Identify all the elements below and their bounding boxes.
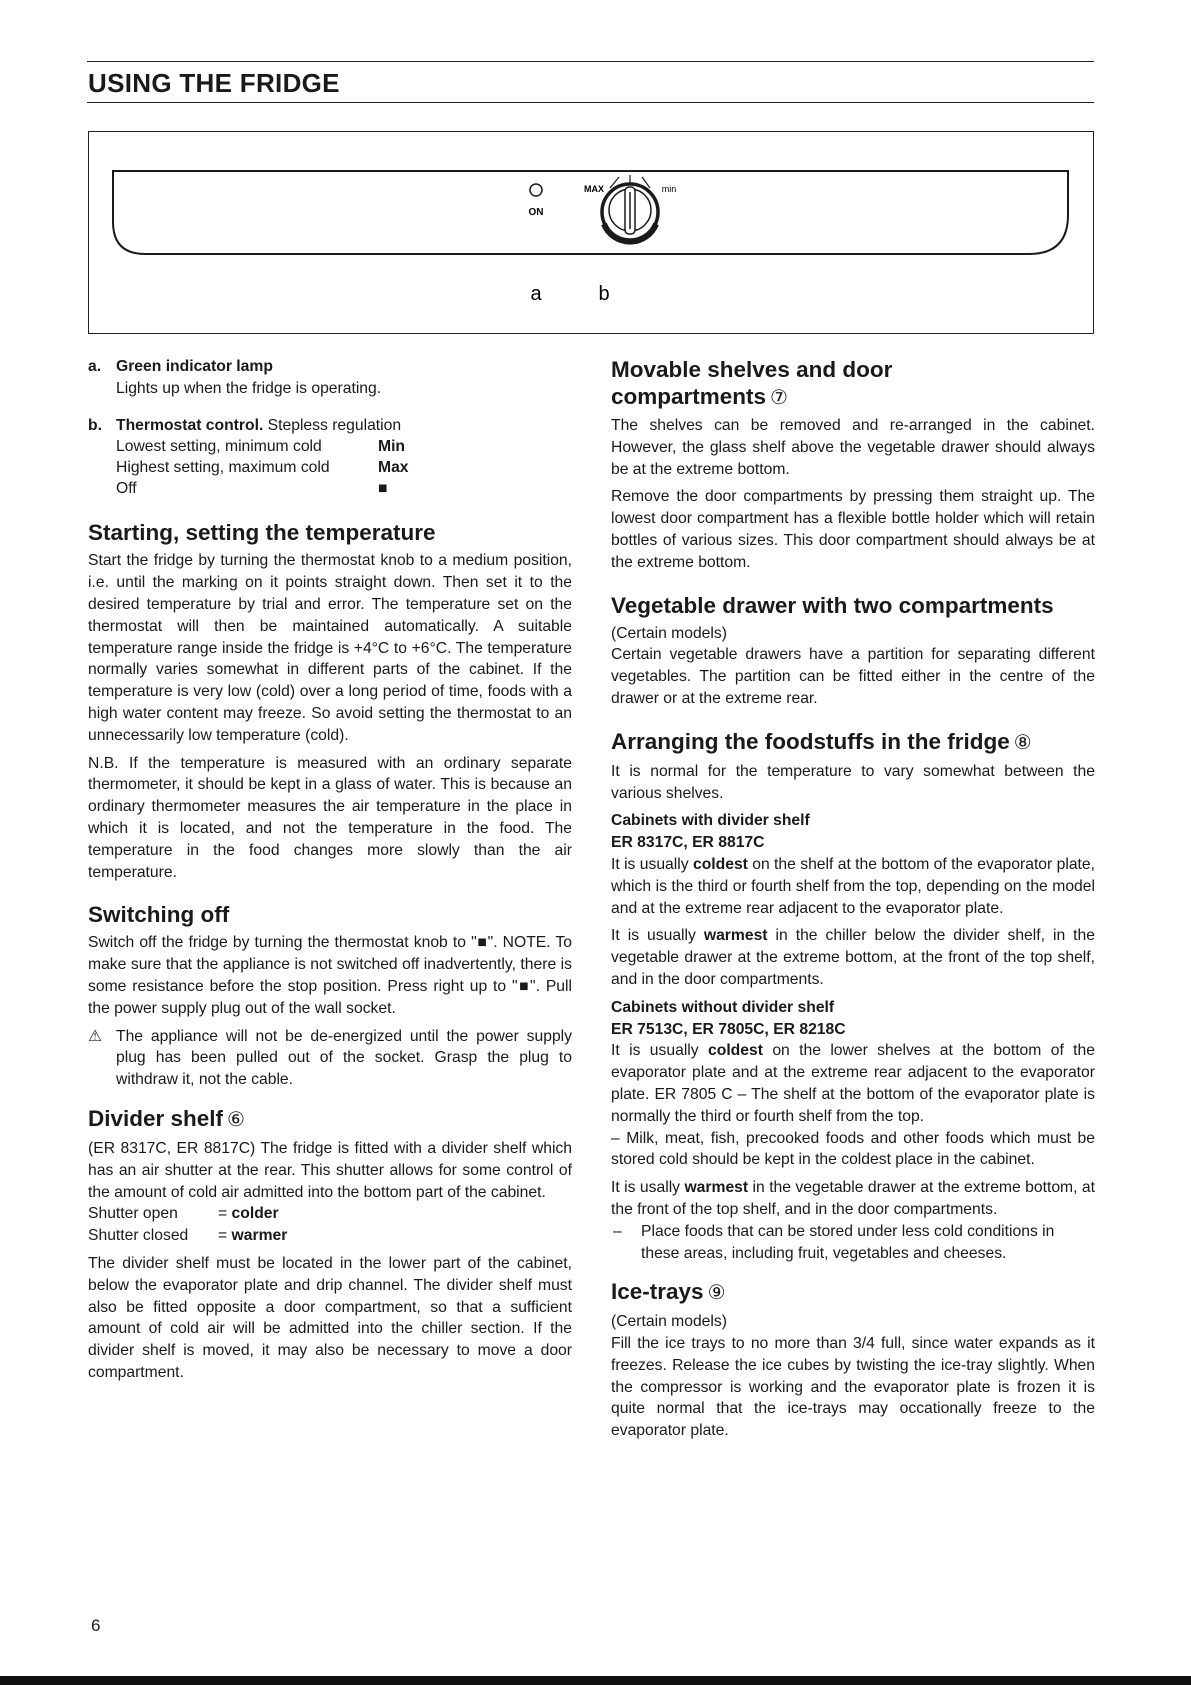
vegetable-heading: Vegetable drawer with two compartments [611,592,1054,618]
figure-ref-6: ⑥ [227,1108,245,1131]
setting-row: Off ■ [116,480,388,498]
warmest-paragraph-2: It is usally warmest in the vegetable drawer at the extreme bottom, at the front of the top shelf, and in the door compartments. [611,1179,1095,1218]
legend-a-letter: a. [88,358,102,375]
vegetable-models-note: (Certain models) [611,624,727,642]
movable-paragraph-1: The shelves can be removed and re-arranged in the cabinet. However, the glass shelf above the vegetable drawer should always be at the extreme bottom. [611,417,1095,478]
storage-tip-text: Place foods that can be stored under less cold conditions in these areas, including fruit, vegetables and cheeses. [641,1222,1055,1262]
page-number: 6 [91,1616,101,1635]
shutter-row: Shutter closed = warmer [88,1227,288,1245]
coldest-paragraph-2: It is usually coldest on the lower shelves at the bottom of the evaporator plate and at the extreme rear adjacent to the evaporator plate. ER 7805 C – The shelf at the bottom of the evaporator plate is normally the third or fourth shelf from the top. [611,1042,1095,1125]
callout-b: b [598,283,610,305]
legend-b-title-suffix: Stepless regulation [263,416,402,434]
movable-heading: Movable shelves and door compartments ⑦ [611,357,893,409]
starting-paragraph-2: N.B. If the temperature is measured with an ordinary separate thermometer, it should be kept in a glass of water. This is because an ordinary thermometer measures the air temperature in the place in which it is located, and not the temperature in the food. The temperature in the food changes more slowly than the air temperature. [88,754,572,881]
knob-min-label: min [661,184,677,194]
shutter-settings [88,1203,572,1247]
setting-row: Highest setting, maximum cold Max [116,459,409,477]
scan-edge-bar [0,1676,1191,1685]
icetrays-models-note: (Certain models) [611,1313,727,1331]
coldest-paragraph-1: It is usually coldest on the shelf at the bottom of the evaporator plate, which is the third or fourth shelf from the top, depending on the model and at the extreme rear adjacent to the evaporator plate. [611,855,1095,917]
icetrays-paragraph-1: Fill the ice trays to no more than 3/4 full, since water expands as it freezes. Release the ice cubes by twisting the ice-tray slightly. When the compressor is working and the evaporator plate is frozen it is quite normal that the ice-trays may occationally freeze to the evaporator plate. [611,1335,1095,1440]
storage-tip [611,1221,1095,1265]
thermostat-knob-icon [602,175,658,242]
warmest-paragraph-1: It is usually warmest in the chiller below the divider shelf, in the vegetable drawer at the extreme bottom, at the front of the top shelf, and in the door compartments. [611,927,1095,988]
legend-b-title: Thermostat control. [116,416,264,434]
left-column [88,356,572,1384]
legend-b-heading [88,415,572,437]
movable-paragraph-2: Remove the door compartments by pressing them straight up. The lowest door compartment has a flexible bottle holder which will retain bottles of various sizes. This door compartment should always be at the extreme bottom. [611,488,1095,571]
control-panel-drawing [89,132,1095,335]
thermostat-settings [88,436,572,499]
control-panel-figure [88,131,1094,334]
right-column [611,356,1095,1442]
warning-note [88,1026,572,1091]
warning-text: The appliance will not be de-energized until the power supply plug has been pulled out of the socket. Grasp the plug to withdraw it, not the cable. [116,1027,572,1089]
starting-heading: Starting, setting the temperature [88,520,436,546]
divider-paragraph-2: The divider shelf must be located in the lower part of the cabinet, below the evaporator plate and drip channel. The divider shelf must also be fitted opposite a door compartment, so that a sufficient amount of cold air will be admitted into the chiller section. If the divider shelf is moved, it may also be necessary to move a door compartment. [88,1254,572,1381]
figure-ref-9: ⑨ [707,1282,726,1305]
legend-a-title: Green indicator lamp [116,358,273,375]
warning-icon: ⚠ [88,1027,103,1045]
title-underline [87,102,1094,103]
vegetable-paragraph-1: Certain vegetable drawers have a partition for separating different vegetables. The partition can be fitted either in the centre of the drawer or at the extreme rear. [611,646,1095,707]
without-divider-models: ER 7513C, ER 7805C, ER 8218C [611,1020,846,1038]
divider-paragraph-1: (ER 8317C, ER 8817C) The fridge is fitted with a divider shelf which has an air shutter at the rear. This shutter allows for some control of the amount of cold air admitted into the bottom part of the cabinet. [88,1139,572,1201]
switching-heading: Switching off [88,902,230,928]
starting-paragraph-1: Start the fridge by turning the thermostat knob to a medium position, i.e. until the marking on it points straight down. Then set it to the desired temperature by trial and error. The temperature set on the thermostat will then be maintained automatically. A suitable temperature range inside the fridge is +4°C to +6°C. The temperature normally varies somewhat in different parts of the cabinet. If the temperature is very low (cold) over a long period of time, foods with a high water content may freeze. So avoid setting the thermostat to an unnecessarily low temperature (cold). [88,552,572,744]
top-rule [87,61,1094,62]
divider-heading: Divider shelf ⑥ [88,1105,245,1131]
figure-ref-8: ⑧ [1013,731,1032,754]
legend-b-letter: b. [88,416,102,434]
switching-paragraph-1: Switch off the fridge by turning the thermostat knob to "■". NOTE. To make sure that the appliance is not switched off inadvertently, there is some resistance before the stop position. Press right up to "■". Pull the power supply plug out of the wall socket. [88,934,572,1017]
milk-note: – Milk, meat, fish, precooked foods and other foods which must be stored cold should be kept in the coldest place in the cabinet. [611,1129,1095,1169]
page-title: USING THE FRIDGE [88,68,340,98]
legend-a-heading [88,356,572,378]
icetrays-heading: Ice-trays ⑨ [611,1279,726,1305]
legend-a-text: Lights up when the fridge is operating. [116,379,382,397]
setting-row: Lowest setting, minimum cold Min [116,438,406,456]
callout-a: a [530,283,542,305]
indicator-lamp-icon [530,184,542,196]
dash-bullet: – [613,1222,622,1240]
with-divider-title: Cabinets with divider shelf [611,812,810,830]
without-divider-title: Cabinets without divider shelf [611,998,835,1016]
arranging-intro: It is normal for the temperature to vary somewhat between the various shelves. [611,762,1095,802]
knob-max-label: MAX [584,184,604,194]
arranging-heading: Arranging the foodstuffs in the fridge ⑧ [611,728,1032,754]
shutter-row: Shutter open = colder [88,1205,279,1223]
lamp-on-label: ON [528,207,544,218]
figure-ref-7: ⑦ [770,387,788,409]
with-divider-models: ER 8317C, ER 8817C [611,834,765,852]
